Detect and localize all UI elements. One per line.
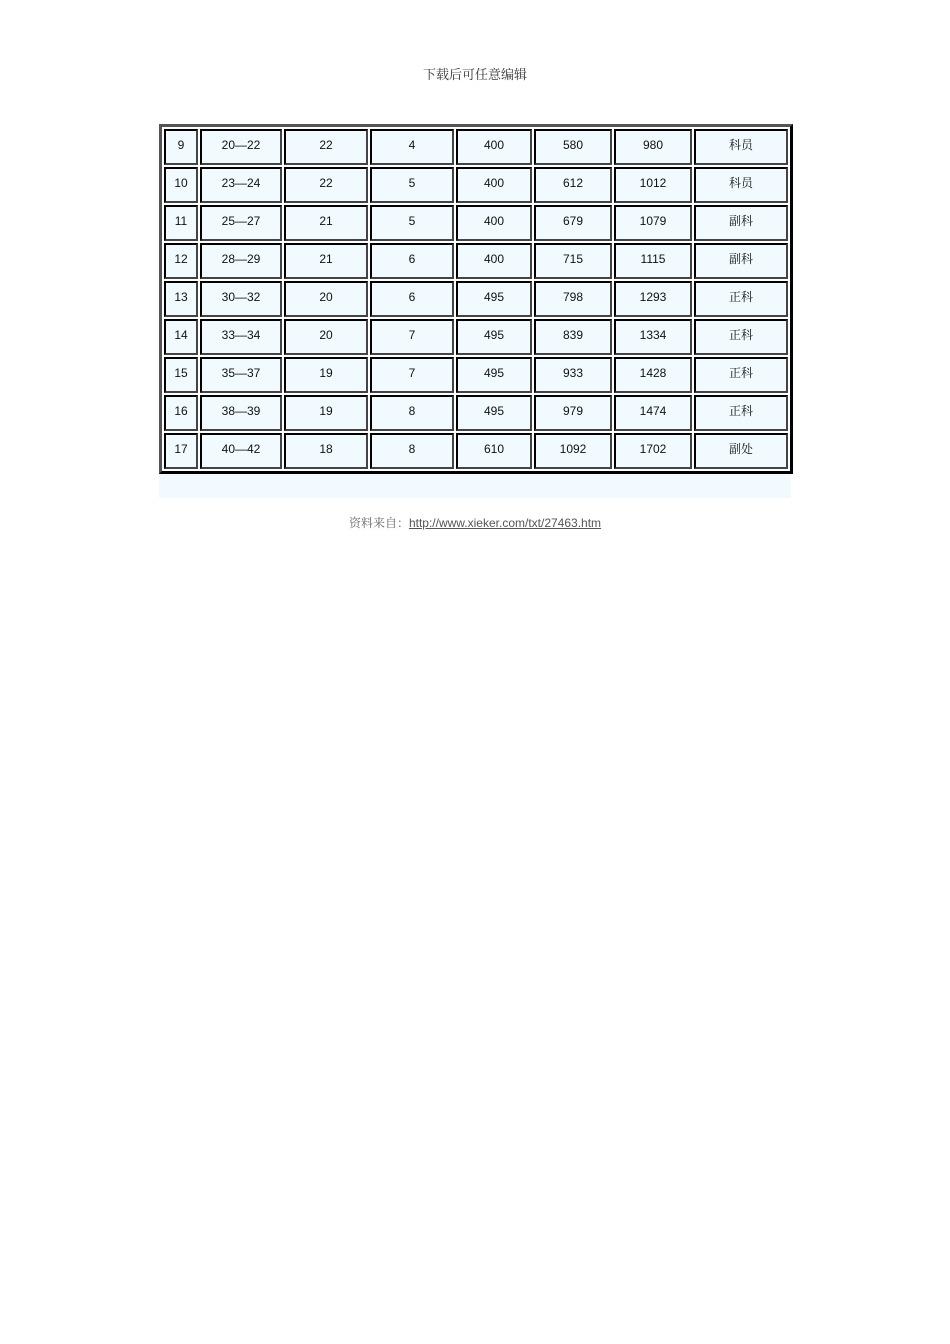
table-row <box>164 167 788 203</box>
table-body <box>164 129 788 469</box>
table-cell: 正科 <box>694 319 788 355</box>
table-cell: 580 <box>534 129 612 165</box>
table-row <box>164 243 788 279</box>
table-cell: 35—37 <box>200 357 282 393</box>
table-cell: 495 <box>456 395 532 431</box>
table-cell: 1334 <box>614 319 692 355</box>
table-cell: 400 <box>456 167 532 203</box>
table-cell: 科员 <box>694 129 788 165</box>
table-cell: 495 <box>456 281 532 317</box>
table-cell: 933 <box>534 357 612 393</box>
table-row <box>164 281 788 317</box>
table-cell: 6 <box>370 243 454 279</box>
table-cell: 30—32 <box>200 281 282 317</box>
table-cell: 副科 <box>694 243 788 279</box>
table-cell: 1428 <box>614 357 692 393</box>
page-header-note: 下载后可任意编辑 <box>422 68 527 83</box>
table-footer-band <box>159 474 791 498</box>
table-cell: 610 <box>456 433 532 469</box>
table-cell: 15 <box>164 357 198 393</box>
table-cell: 1115 <box>614 243 692 279</box>
table-cell: 715 <box>534 243 612 279</box>
table-cell: 正科 <box>694 395 788 431</box>
table-cell: 17 <box>164 433 198 469</box>
table-cell: 980 <box>614 129 692 165</box>
table-cell: 正科 <box>694 357 788 393</box>
table-cell: 400 <box>456 129 532 165</box>
table-cell: 19 <box>284 395 368 431</box>
table-cell: 20 <box>284 281 368 317</box>
table-cell: 16 <box>164 395 198 431</box>
table-cell: 1474 <box>614 395 692 431</box>
source-line <box>0 514 950 531</box>
table-row <box>164 433 788 469</box>
table-cell: 7 <box>370 319 454 355</box>
source-link[interactable]: http://www.xieker.com/txt/27463.htm <box>408 516 602 530</box>
table-cell: 13 <box>164 281 198 317</box>
table-cell: 839 <box>534 319 612 355</box>
table-row <box>164 129 788 165</box>
table-cell: 20—22 <box>200 129 282 165</box>
table-cell: 19 <box>284 357 368 393</box>
table-cell: 495 <box>456 319 532 355</box>
table-cell: 1293 <box>614 281 692 317</box>
table-cell: 400 <box>456 205 532 241</box>
table-cell: 科员 <box>694 167 788 203</box>
table-cell: 33—34 <box>200 319 282 355</box>
table-cell: 495 <box>456 357 532 393</box>
table-cell: 25—27 <box>200 205 282 241</box>
table-cell: 400 <box>456 243 532 279</box>
table-row <box>164 357 788 393</box>
table-cell: 4 <box>370 129 454 165</box>
table-row <box>164 319 788 355</box>
table-cell: 1012 <box>614 167 692 203</box>
table-cell: 612 <box>534 167 612 203</box>
table-cell: 5 <box>370 167 454 203</box>
table-cell: 23—24 <box>200 167 282 203</box>
table-cell: 22 <box>284 167 368 203</box>
table-cell: 正科 <box>694 281 788 317</box>
table-cell: 40—42 <box>200 433 282 469</box>
table-cell: 副科 <box>694 205 788 241</box>
source-prefix: 资料来自： <box>348 516 409 530</box>
salary-table-container <box>159 124 791 498</box>
table-cell: 22 <box>284 129 368 165</box>
table-cell: 679 <box>534 205 612 241</box>
table-cell: 21 <box>284 205 368 241</box>
table-row <box>164 205 788 241</box>
table-cell: 1702 <box>614 433 692 469</box>
table-cell: 14 <box>164 319 198 355</box>
table-row <box>164 395 788 431</box>
table-cell: 12 <box>164 243 198 279</box>
table-cell: 7 <box>370 357 454 393</box>
table-cell: 8 <box>370 433 454 469</box>
salary-table <box>159 124 793 474</box>
table-cell: 1092 <box>534 433 612 469</box>
table-cell: 21 <box>284 243 368 279</box>
table-cell: 28—29 <box>200 243 282 279</box>
table-cell: 9 <box>164 129 198 165</box>
table-cell: 5 <box>370 205 454 241</box>
table-cell: 18 <box>284 433 368 469</box>
table-cell: 20 <box>284 319 368 355</box>
table-cell: 11 <box>164 205 198 241</box>
table-cell: 10 <box>164 167 198 203</box>
table-cell: 38—39 <box>200 395 282 431</box>
table-cell: 6 <box>370 281 454 317</box>
table-cell: 副处 <box>694 433 788 469</box>
table-cell: 8 <box>370 395 454 431</box>
table-cell: 798 <box>534 281 612 317</box>
table-cell: 979 <box>534 395 612 431</box>
table-cell: 1079 <box>614 205 692 241</box>
